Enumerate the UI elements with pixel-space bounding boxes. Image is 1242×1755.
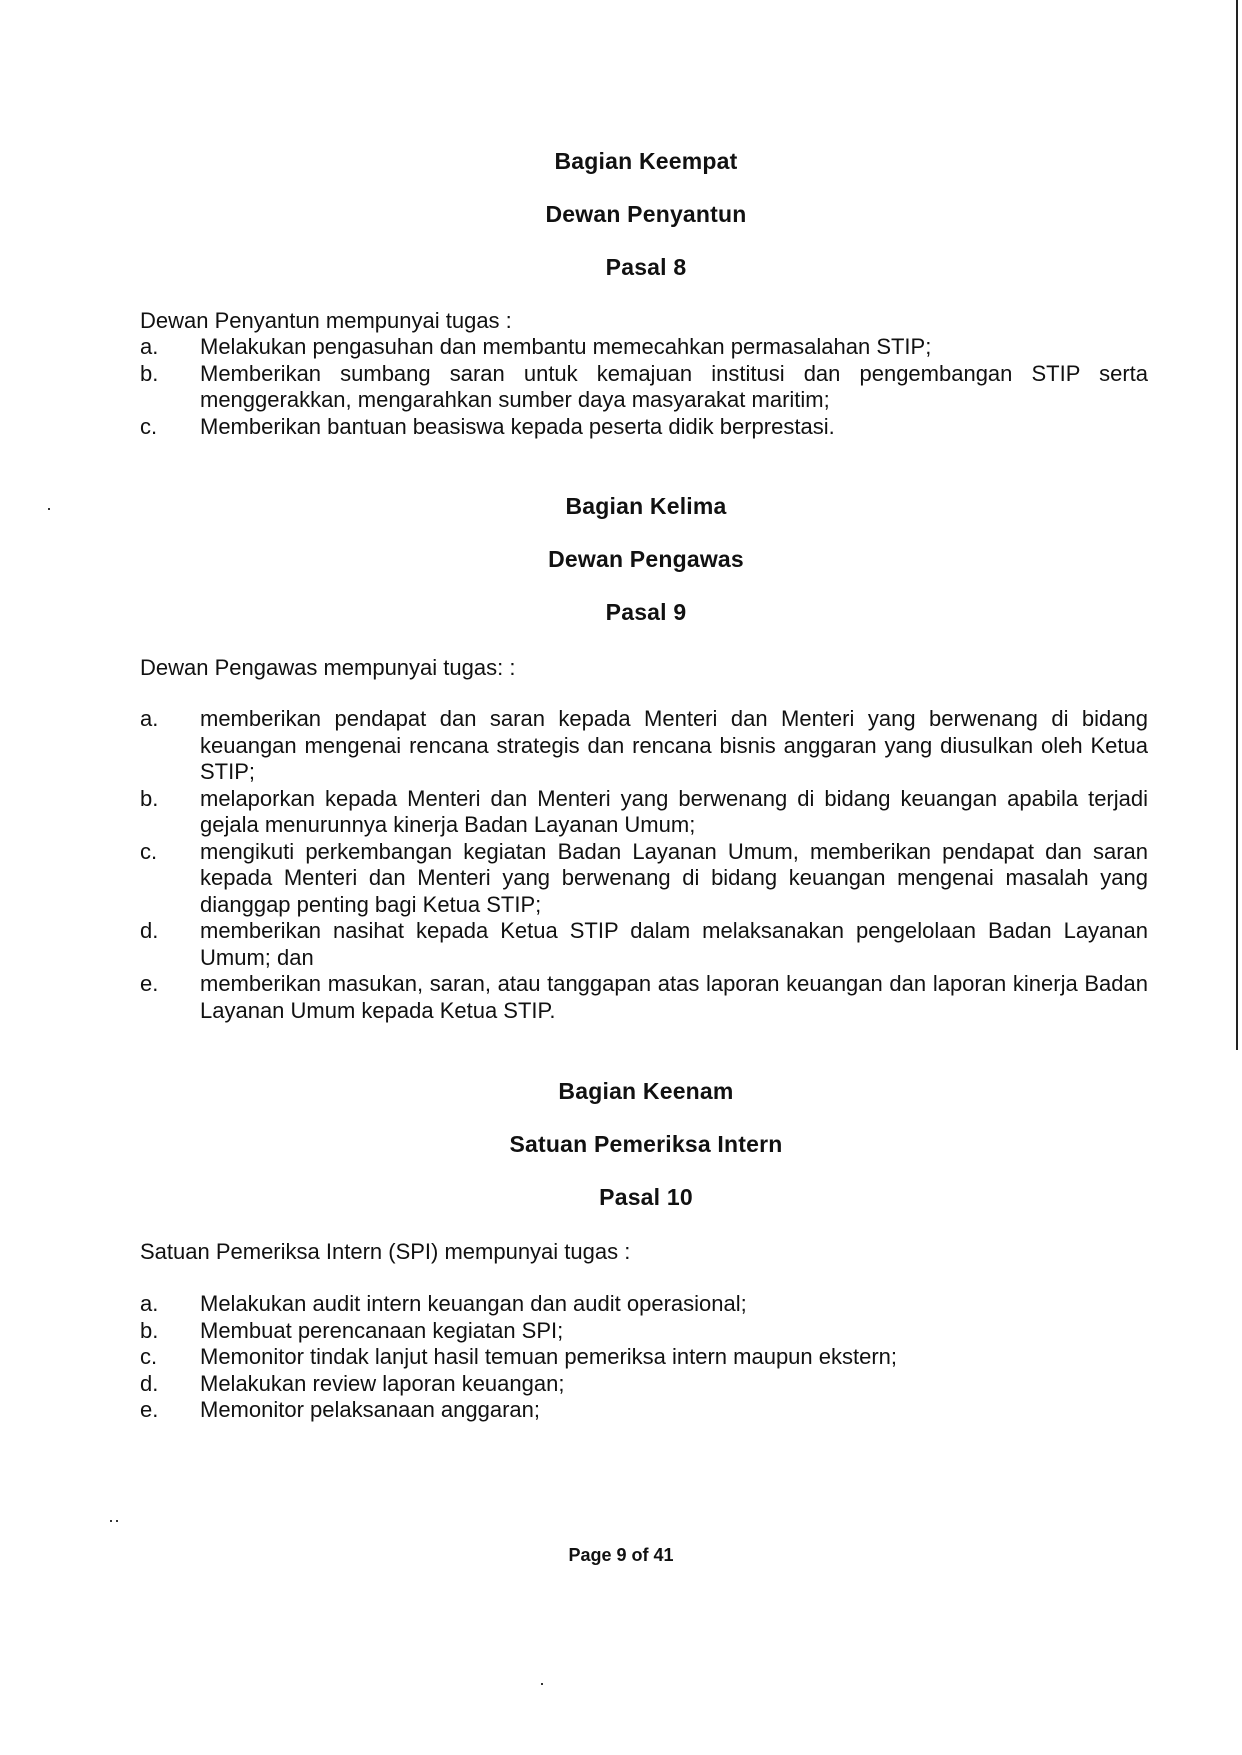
- list-letter: c.: [140, 838, 158, 864]
- section-intro: Dewan Penyantun mempunyai tugas :: [140, 308, 512, 333]
- scan-speck: [116, 1520, 118, 1522]
- list-letter: c.: [140, 413, 158, 439]
- list-item: [140, 918, 1148, 971]
- list-text: Memonitor pelaksanaan anggaran;: [200, 1397, 541, 1422]
- list-letter: b.: [140, 1317, 159, 1343]
- list-item: [140, 414, 1148, 441]
- list-letter: b.: [140, 360, 159, 386]
- list-text: Memberikan bantuan beasiswa kepada peserta didik berprestasi.: [200, 413, 835, 439]
- list-item: [140, 839, 1148, 919]
- section-bagian-heading: Bagian Keenam: [558, 1078, 734, 1104]
- list-text: Melakukan pengasuhan dan membantu memecahkan permasalahan STIP;: [200, 334, 932, 359]
- list-item: [140, 1344, 1148, 1371]
- section-bagian-heading: Bagian Keempat: [554, 148, 738, 174]
- scan-speck: [110, 1520, 112, 1522]
- list-letter: e.: [140, 1397, 159, 1422]
- list-text: melaporkan kepada Menteri dan Menteri yang berwenang di bidang keuangan apabila terjadi gejala menurunnya kinerja Badan Layanan Umum;: [200, 785, 1148, 837]
- list-text: memberikan pendapat dan saran kepada Menteri dan Menteri yang berwenang di bidang keuangan mengenai rencana strategis dan rencana bisnis anggaran yang diusulkan oleh Ketua STIP;: [200, 706, 1148, 784]
- pasal-heading: Pasal 8: [605, 254, 687, 280]
- section-intro: Dewan Pengawas mempunyai tugas: :: [140, 655, 516, 680]
- list-item: [140, 706, 1148, 786]
- section-intro: Satuan Pemeriksa Intern (SPI) mempunyai tugas :: [140, 1239, 631, 1264]
- list-letter: a.: [140, 1291, 159, 1316]
- list-text: Melakukan review laporan keuangan;: [200, 1370, 565, 1396]
- section-title-heading: Dewan Penyantun: [545, 201, 747, 227]
- page-number-footer: Page 9 of 41: [568, 1545, 674, 1565]
- list-text: Membuat perencanaan kegiatan SPI;: [200, 1317, 564, 1343]
- list-item: [140, 1318, 1148, 1345]
- list-item: [140, 361, 1148, 414]
- task-list: [140, 1291, 1148, 1424]
- scan-speck: [541, 1683, 543, 1685]
- pasal-heading: Pasal 9: [605, 599, 687, 625]
- list-text: memberikan masukan, saran, atau tanggapan atas laporan keuangan dan laporan kinerja Badan Layanan Umum kepada Ketua STIP.: [200, 971, 1148, 1023]
- list-item: [140, 786, 1148, 839]
- list-item: [140, 1371, 1148, 1398]
- pasal-heading: Pasal 10: [599, 1184, 693, 1210]
- list-letter: c.: [140, 1344, 158, 1369]
- list-item: [140, 334, 1148, 361]
- list-item: [140, 971, 1148, 1024]
- list-item: [140, 1397, 1148, 1424]
- list-text: Memonitor tindak lanjut hasil temuan pemeriksa intern maupun ekstern;: [200, 1344, 898, 1369]
- list-text: Melakukan audit intern keuangan dan audit operasional;: [200, 1291, 747, 1316]
- list-letter: a.: [140, 334, 159, 359]
- list-text: memberikan nasihat kepada Ketua STIP dalam melaksanakan pengelolaan Badan Layanan Umum; dan: [200, 918, 1148, 970]
- section-bagian-heading: Bagian Kelima: [565, 493, 727, 519]
- section-title-heading: Satuan Pemeriksa Intern: [509, 1131, 783, 1157]
- list-letter: b.: [140, 785, 159, 811]
- task-list: [140, 706, 1148, 1024]
- list-text: Memberikan sumbang saran untuk kemajuan institusi dan pengembangan STIP serta menggerakkan, mengarahkan sumber daya masyarakat maritim;: [200, 360, 1148, 412]
- list-letter: e.: [140, 971, 159, 996]
- list-letter: d.: [140, 918, 159, 943]
- list-text: mengikuti perkembangan kegiatan Badan Layanan Umum, memberikan pendapat dan saran kepada Menteri dan Menteri yang berwenang di bidang keuangan mengenai masalah yang dianggap penting bagi Ketua STIP;: [200, 838, 1148, 917]
- task-list: [140, 334, 1148, 440]
- list-letter: a.: [140, 706, 159, 731]
- section-title-heading: Dewan Pengawas: [548, 546, 744, 572]
- list-letter: d.: [140, 1370, 159, 1396]
- list-item: [140, 1291, 1148, 1318]
